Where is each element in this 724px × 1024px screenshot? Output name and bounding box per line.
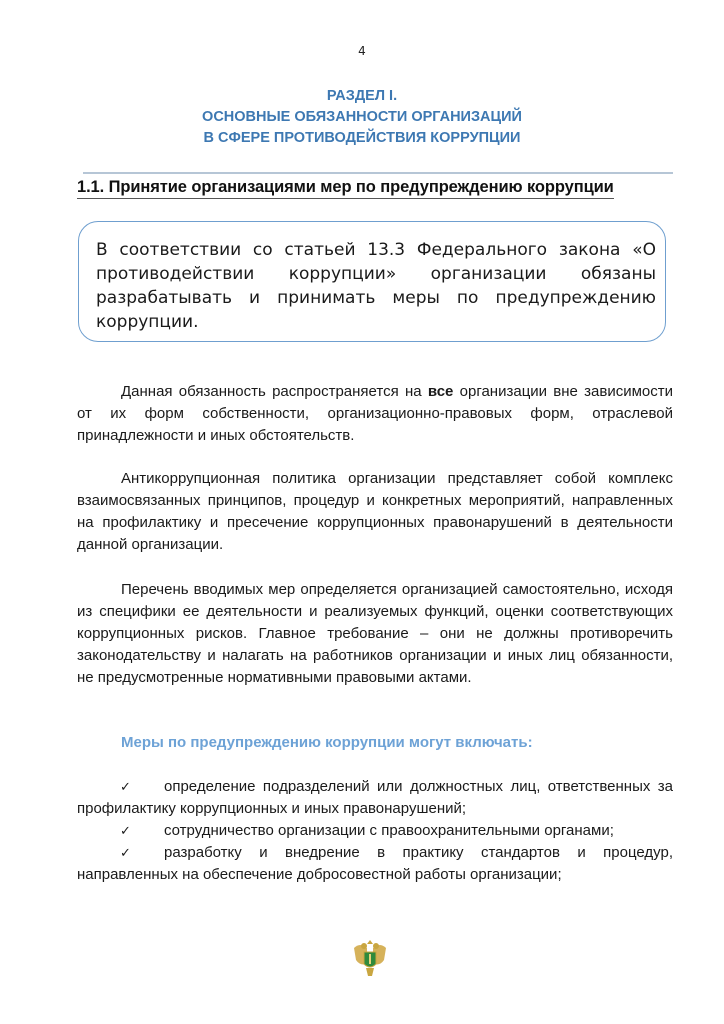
checkmark-icon: ✓ xyxy=(120,823,131,838)
paragraph-scope-emphasis: все xyxy=(427,383,454,400)
paragraph-scope xyxy=(77,381,673,447)
list-item-text: определение подразделений или должностных лиц, ответственных за профилактику коррупционных и иных правонарушений; xyxy=(77,778,673,817)
paragraph-policy-text: Антикоррупционная политика организации представляет собой комплекс взаимосвязанных принципов, процедур и конкретных мероприятий, направленных на профилактику и пресечение коррупционных правонарушений в деятельности данной организации. xyxy=(77,470,673,553)
paragraph-scope-end: организации вне зависимости от их форм собственности, организационно-правовых форм, отраслевой принадлежности и иных обстоятельств. xyxy=(77,383,673,444)
section-title-line-2: ОСНОВНЫЕ ОБЯЗАННОСТИ ОРГАНИЗАЦИЙ xyxy=(202,109,522,125)
section-title-line-3: В СФЕРЕ ПРОТИВОДЕЙСТВИЯ КОРРУПЦИИ xyxy=(203,130,521,146)
paragraph-measures-list xyxy=(77,579,673,689)
checkmark-icon: ✓ xyxy=(120,845,131,860)
list-item-text: разработку и внедрение в практику стандартов и процедур, направленных на обеспечение добросовестной работы организации; xyxy=(77,844,673,883)
callout-text: В соответствии со статьей 13.3 Федерального закона «О противодействии коррупции» организации обязаны разрабатывать и принимать меры по предупреждению коррупции. xyxy=(96,240,656,332)
section-title xyxy=(0,86,724,149)
list-item xyxy=(77,820,673,842)
list-item-text: сотрудничество организации с правоохранительными органами; xyxy=(164,822,614,839)
page-number: 4 xyxy=(358,44,366,58)
paragraph-policy xyxy=(77,468,673,556)
measures-list xyxy=(77,776,673,886)
list-item xyxy=(77,776,673,820)
list-item xyxy=(77,842,673,886)
prosecutor-emblem-icon xyxy=(350,934,390,982)
section-divider xyxy=(83,172,673,174)
subsection-heading: 1.1. Принятие организациями мер по предупреждению коррупции xyxy=(77,178,614,199)
measures-heading: Меры по предупреждению коррупции могут включать: xyxy=(121,734,533,751)
section-title-line-1: РАЗДЕЛ I. xyxy=(326,88,398,104)
paragraph-measures-list-text: Перечень вводимых мер определяется организацией самостоятельно, исходя из специфики ее деятельности и реализуемых функций, оценки соответствующих коррупционных рисков. Главное требование – они не должны противоречить законодательству и налагать на работников организации и иных лиц обязанности, не предусмотренные нормативными правовыми актами. xyxy=(77,581,673,686)
paragraph-scope-start: Данная обязанность распространяется на xyxy=(121,383,428,400)
checkmark-icon: ✓ xyxy=(120,779,131,794)
